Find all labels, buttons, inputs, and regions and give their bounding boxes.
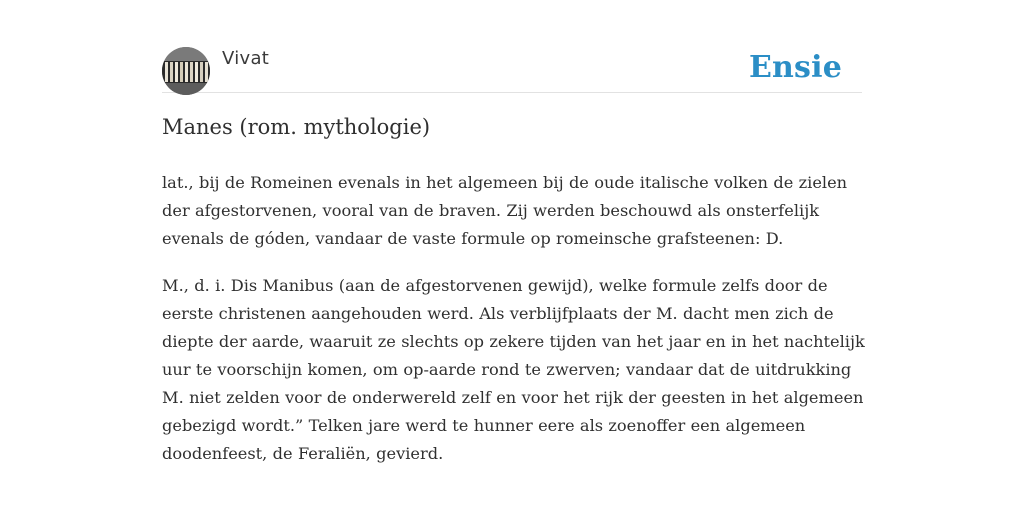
article-title: Manes (rom. mythologie) [162,115,431,139]
article-paragraph: M., d. i. Dis Manibus (aan de afgestorvenen gewijd), welke formule zelfs door de eerste christenen aangehouden werd. Als verblijfplaats der M. dacht men zich de diepte der aarde, waaruit ze slechts op zekere tijden van het jaar en in het nachtelijk uur te voorschijn komen, om op-aarde rond te zwerven; vandaar dat de uitdrukking M. niet zelden voor de onderwereld zelf en voor het rijk der geesten in het algemeen gebezigd wordt.” Telken jare werd te hunner eere als zoenoffer een algemeen doodenfeest, de Feraliën, gevierd. [162,276,865,463]
article-paragraph: lat., bij de Romeinen evenals in het algemeen bij de oude italische volken de zielen der afgestorvenen, vooral van de braven. Zij werden beschouwd als onsterfelijk evenals de góden, vandaar de vaste formule op romeinsche grafsteenen: D. [162,173,848,248]
header [162,46,862,93]
book-spines-icon [162,47,210,95]
source-name[interactable]: Vivat [222,48,270,69]
article-body [162,169,867,487]
site-logo[interactable]: Ensie [748,50,842,85]
source-avatar[interactable] [162,47,210,95]
